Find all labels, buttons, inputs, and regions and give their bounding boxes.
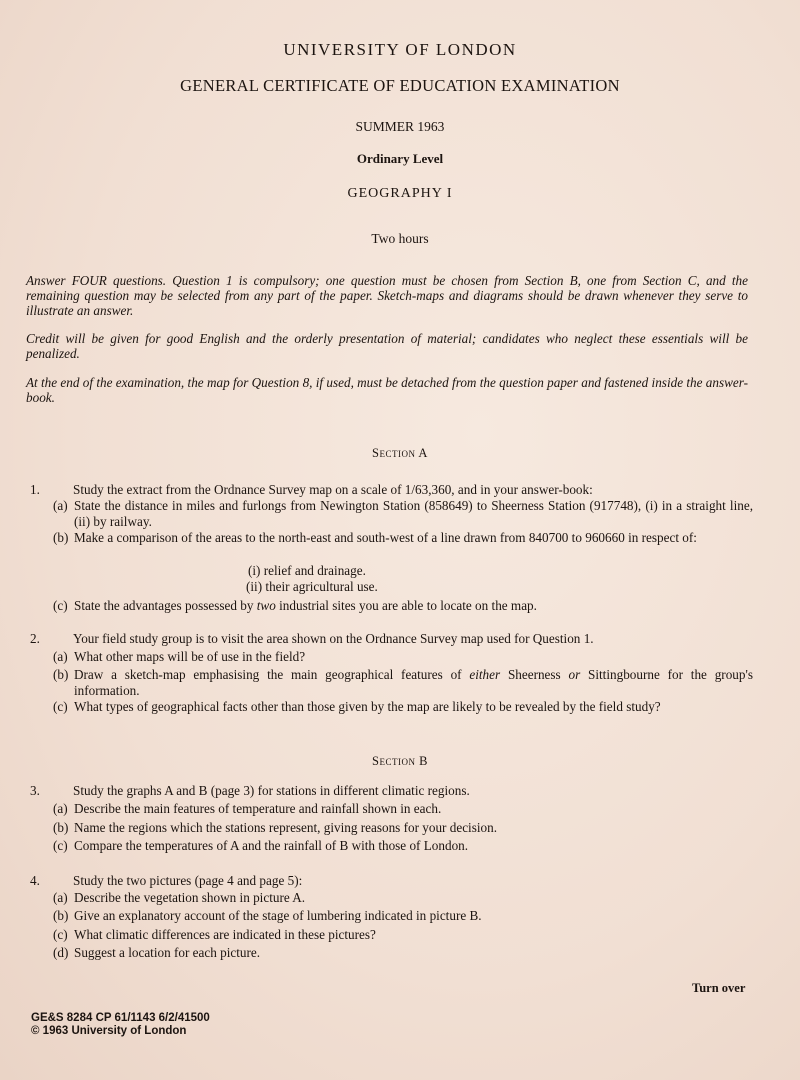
part-text: Suggest a location for each picture. — [74, 945, 261, 960]
question-2-part-a — [53, 649, 753, 665]
section-b-heading: Section B — [372, 754, 428, 768]
question-number: 1. — [30, 482, 40, 497]
level: Ordinary Level — [356, 151, 444, 166]
question-number: 2. — [30, 631, 40, 646]
question-3-part-a — [53, 801, 753, 817]
section-a-heading: Section A — [372, 446, 428, 460]
part-label: (d) — [53, 945, 69, 960]
exam-title: GENERAL CERTIFICATE OF EDUCATION EXAMINATION — [180, 76, 620, 95]
part-text: Make a comparison of the areas to the north-east and south-west of a line drawn from 840700 to 960660 in respect of: — [74, 530, 697, 545]
instruction-answer-four: Answer FOUR questions. Question 1 is compulsory; one question must be chosen from Section B, one from Section C, and the remaining question may be selected from any part of the paper. Sketch-maps and diagrams should be drawn whenever they serve to illustrate an answer. — [26, 273, 748, 318]
part-text: State the advantages possessed by two industrial sites you are able to locate on the map. — [74, 598, 537, 613]
question-1-b-ii: (ii) their agricultural use. — [246, 579, 378, 594]
question-stem: Your field study group is to visit the area shown on the Ordnance Survey map used for Question 1. — [73, 631, 594, 646]
question-1-part-a — [53, 498, 753, 530]
part-label: (c) — [53, 838, 68, 853]
question-4-part-c — [53, 927, 753, 943]
part-text: What types of geographical facts other than those given by the map are likely to be revealed by the field study? — [74, 699, 661, 714]
instruction-credit: Credit will be given for good English and the orderly presentation of material; candidates who neglect these essentials will be penalized. — [26, 331, 748, 361]
copyright: © 1963 University of London — [31, 1025, 187, 1037]
part-text: Describe the main features of temperature and rainfall shown in each. — [74, 801, 442, 816]
part-label: (a) — [53, 498, 68, 513]
instruction-map: At the end of the examination, the map for Question 8, if used, must be detached from the question paper and fastened inside the answer-book. — [26, 375, 748, 405]
session: SUMMER 1963 — [355, 119, 445, 134]
question-3-part-c — [53, 838, 753, 854]
part-text: Compare the temperatures of A and the rainfall of B with those of London. — [74, 838, 469, 853]
question-stem: Study the two pictures (page 4 and page 5): — [73, 873, 303, 888]
part-text: Draw a sketch-map emphasising the main geographical features of either Sheerness or Sittingbourne for the group's information. — [74, 667, 753, 698]
part-text: Describe the vegetation shown in picture A. — [74, 890, 306, 905]
subject: GEOGRAPHY I — [347, 186, 453, 201]
university-title: UNIVERSITY OF LONDON — [283, 40, 517, 59]
part-text: What other maps will be of use in the field? — [74, 649, 306, 664]
part-label: (c) — [53, 927, 68, 942]
part-label: (b) — [53, 530, 69, 545]
question-4-part-d — [53, 945, 753, 961]
part-label: (b) — [53, 908, 69, 923]
part-text: Give an explanatory account of the stage of lumbering indicated in picture B. — [74, 908, 482, 923]
turn-over: Turn over — [692, 981, 746, 995]
question-stem: Study the extract from the Ordnance Survey map on a scale of 1/63,360, and in your answer-book: — [73, 482, 593, 497]
question-2-part-c — [53, 699, 753, 715]
question-1-part-c — [53, 598, 753, 614]
question-stem: Study the graphs A and B (page 3) for stations in different climatic regions. — [73, 783, 470, 798]
question-1-part-b — [53, 530, 753, 546]
part-text: Name the regions which the stations represent, giving reasons for your decision. — [74, 820, 497, 835]
part-label: (a) — [53, 801, 68, 816]
duration: Two hours — [371, 231, 429, 246]
paper-code: GE&S 8284 CP 61/1143 6/2/41500 — [31, 1012, 210, 1024]
part-label: (a) — [53, 890, 68, 905]
question-4-part-b — [53, 908, 753, 924]
part-label: (c) — [53, 699, 68, 714]
part-label: (b) — [53, 667, 69, 682]
question-4-part-a — [53, 890, 753, 906]
part-label: (a) — [53, 649, 68, 664]
question-number: 4. — [30, 873, 40, 888]
question-number: 3. — [30, 783, 40, 798]
question-2-part-b — [53, 667, 753, 699]
question-3-part-b — [53, 820, 753, 836]
part-text: State the distance in miles and furlongs from Newington Station (858649) to Sheerness Station (917748), (i) in a straight line, (ii) by railway. — [74, 498, 753, 529]
question-1-b-i: (i) relief and drainage. — [248, 563, 366, 578]
part-label: (b) — [53, 820, 69, 835]
part-text: What climatic differences are indicated in these pictures? — [74, 927, 376, 942]
part-label: (c) — [53, 598, 68, 613]
